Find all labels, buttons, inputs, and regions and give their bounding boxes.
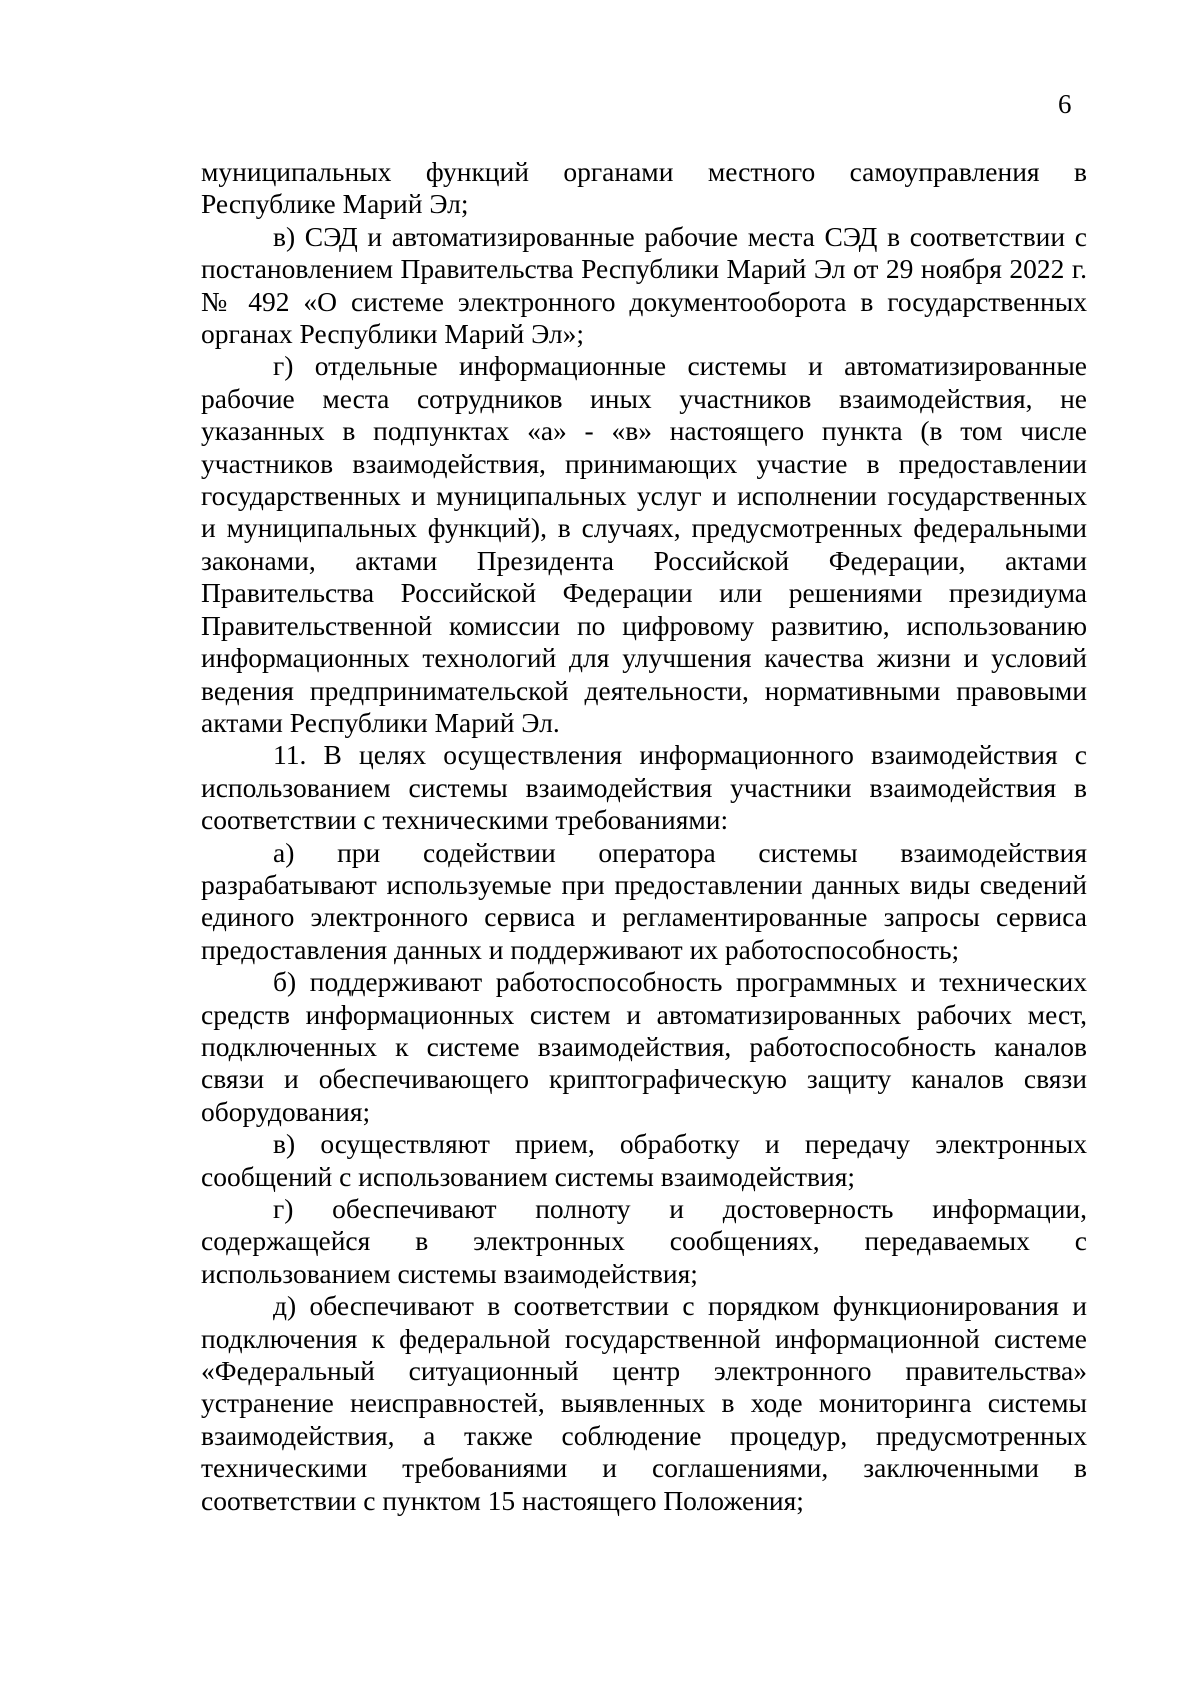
paragraph-item-b-maintain: б) поддерживают работоспособность программных и технических средств информационных систем и автоматизированных рабочих мест, подключенных к системе взаимодействия, работоспособность каналов связи и обеспечивающего криптографическую защиту каналов связи оборудования; — [201, 966, 1087, 1127]
paragraph-item-g-other-systems: г) отдельные информационные системы и автоматизированные рабочие места сотрудников иных участников взаимодействия, не указанных в подпунктах «а» - «в» настоящего пункта (в том числе участников взаимодействия, принимающих участие в предоставлении государственных и муниципальных услуг и исполнении государственных и муниципальных функций), в случаях, предусмотренных федеральными законами, актами Президента Российской Федерации, актами Правительства Российской Федерации или решениями президиума Правительственной комиссии по цифровому развитию, использованию информационных технологий для улучшения качества жизни и условий ведения предпринимательской деятельности, нормативными правовыми актами Республики Марий Эл. — [201, 350, 1087, 738]
paragraph-item-d-troubleshoot: д) обеспечивают в соответствии с порядком функционирования и подключения к федеральной государственной информационной системе «Федеральный ситуационный центр электронного правительства» устранение неисправностей, выявленных в ходе мониторинга системы взаимодействия, а также соблюдение процедур, предусмотренных техническими требованиями и соглашениями, заключенными в соответствии с пунктом 15 настоящего Положения; — [201, 1290, 1087, 1516]
paragraph-continuation: муниципальных функций органами местного самоуправления в Республике Марий Эл; — [201, 156, 1087, 220]
paragraph-item-v-process: в) осуществляют прием, обработку и передачу электронных сообщений с использованием системы взаимодействия; — [201, 1128, 1087, 1192]
page-number: 6 — [1058, 89, 1072, 119]
document-body — [201, 156, 1087, 1517]
paragraph-item-a-develop: а) при содействии оператора системы взаимодействия разрабатывают используемые при предоставлении данных виды сведений единого электронного сервиса и регламентированные запросы сервиса предоставления данных и поддерживают их работоспособность; — [201, 836, 1087, 965]
paragraph-clause-11: 11. В целях осуществления информационного взаимодействия с использованием системы взаимодействия участники взаимодействия в соответствии с техническими требованиями: — [201, 739, 1087, 836]
paragraph-item-v-sed: в) СЭД и автоматизированные рабочие места СЭД в соответствии с постановлением Правительства Республики Марий Эл от 29 ноября 2022 г. № 492 «О системе электронного документооборота в государственных органах Республики Марий Эл»; — [201, 220, 1087, 350]
paragraph-item-g-completeness: г) обеспечивают полноту и достоверность информации, содержащейся в электронных сообщениях, передаваемых с использованием системы взаимодействия; — [201, 1193, 1087, 1289]
